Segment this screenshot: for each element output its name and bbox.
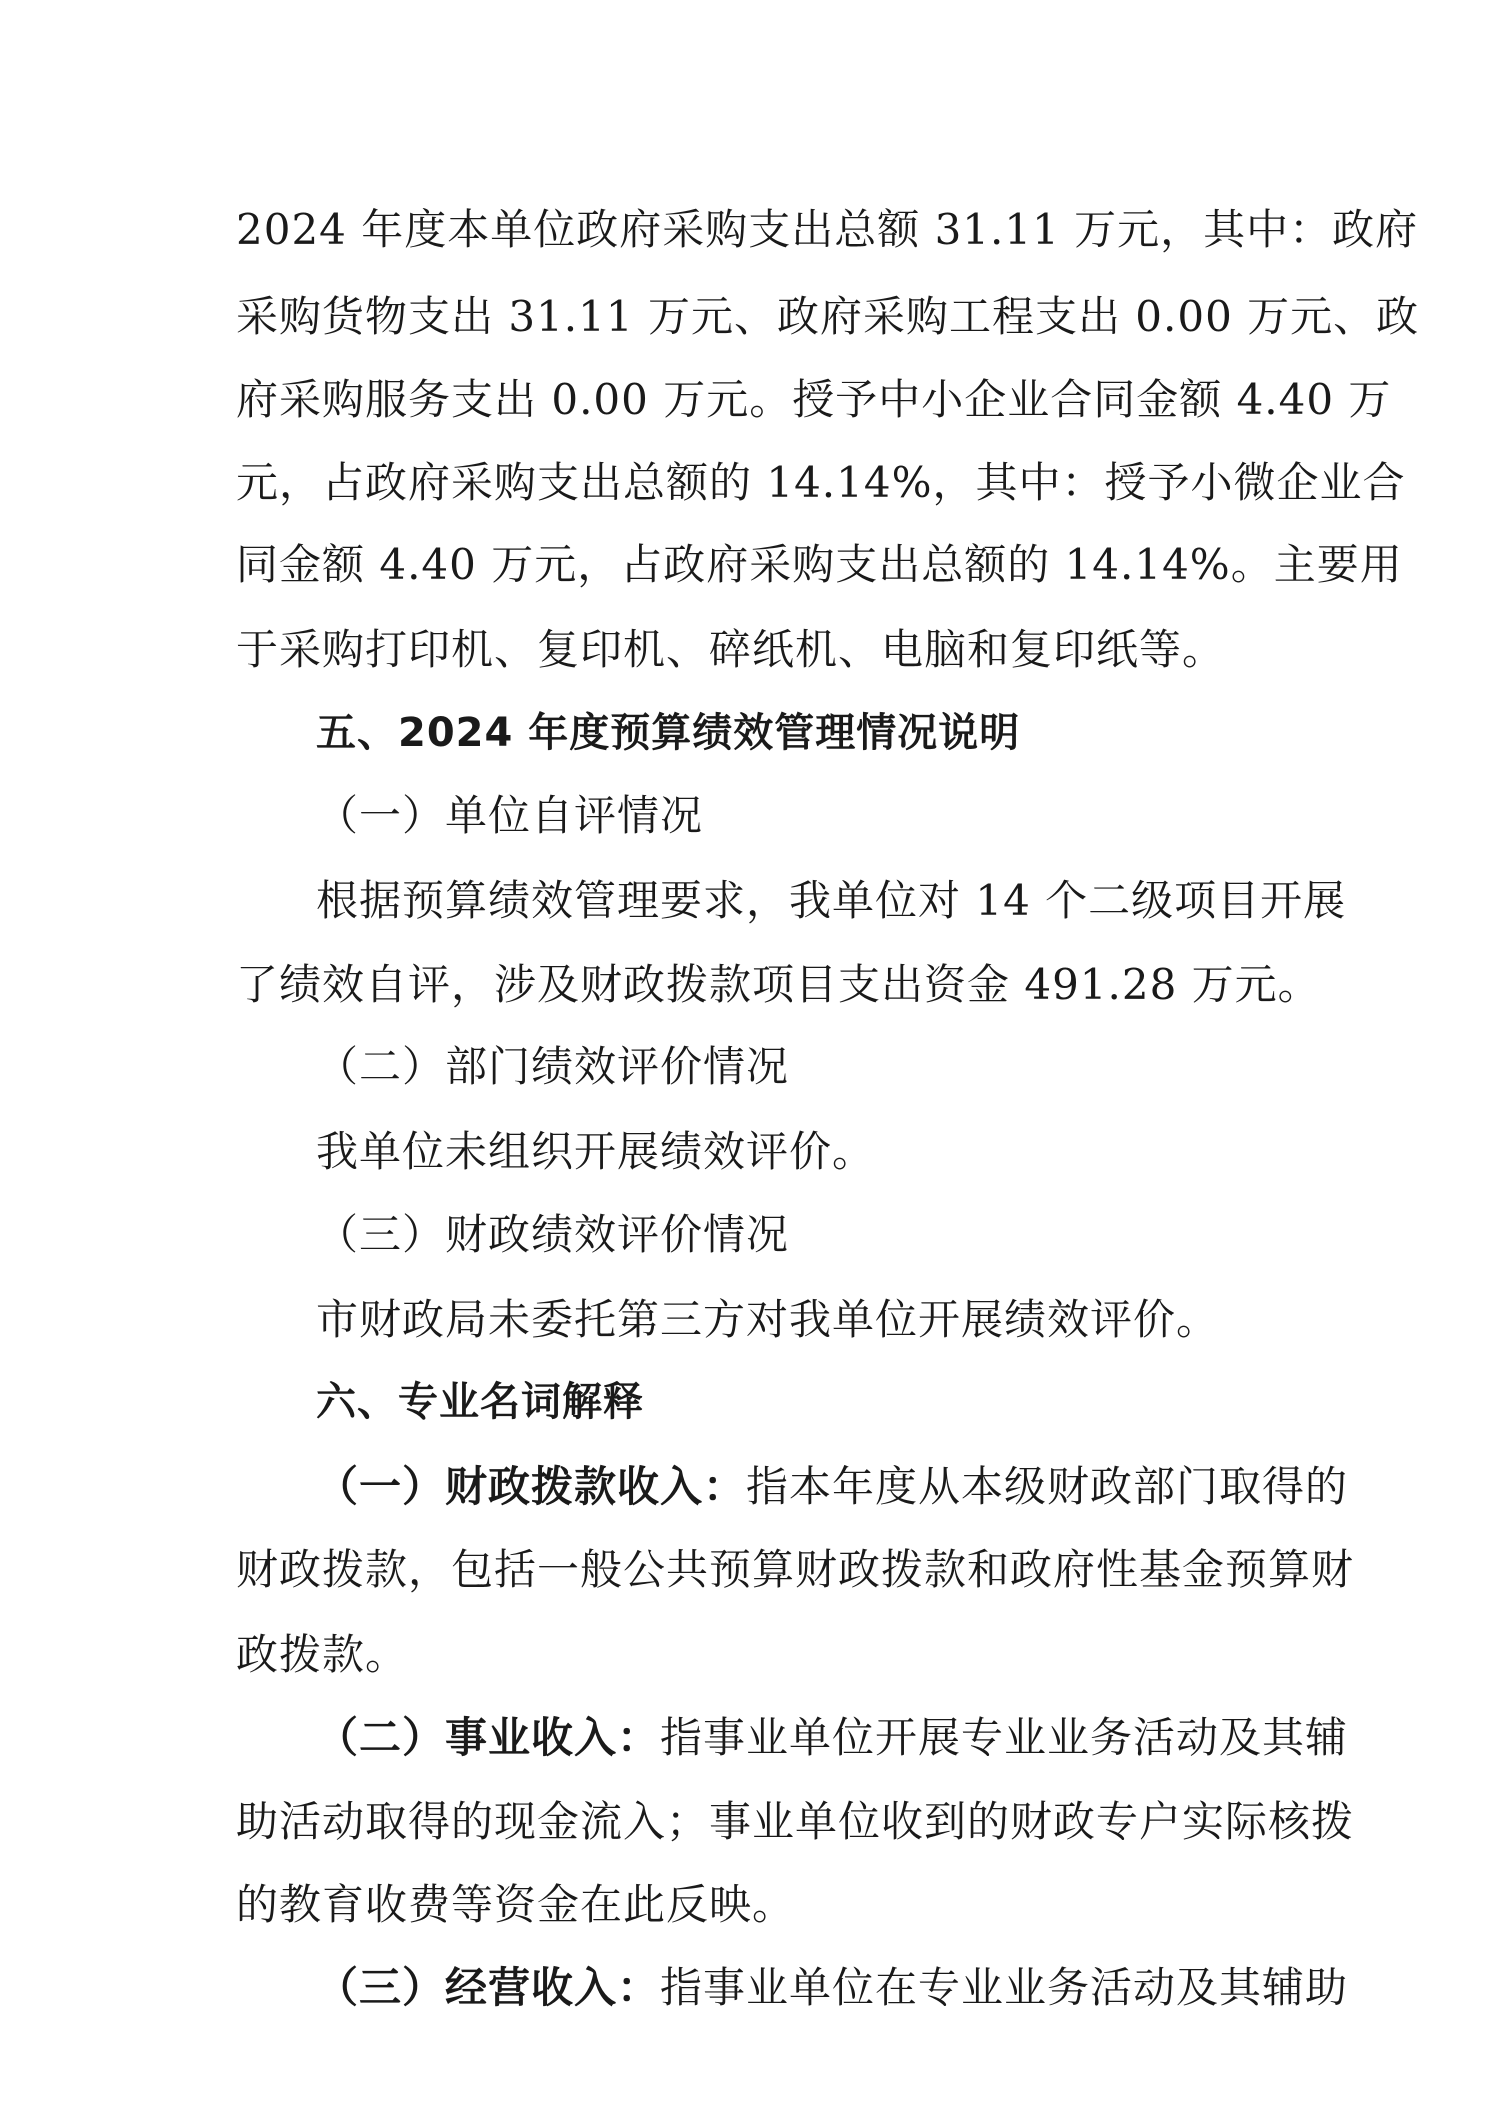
section-5-subheading-1: （一）单位自评情况 (316, 791, 704, 840)
section-6-heading: 六、专业名词解释 (316, 1379, 644, 1425)
procurement-line-4: 元，占政府采购支出总额的 14.14%，其中：授予小微企业合 (236, 458, 1406, 507)
section-5-sub1-line-1: 根据预算绩效管理要求，我单位对 14 个二级项目开展 (316, 876, 1347, 925)
term-1-line-3: 政拨款。 (236, 1630, 409, 1679)
term-2-text: 指事业单位开展专业业务活动及其辅 (660, 1713, 1349, 1762)
term-2-line-3: 的教育收费等资金在此反映。 (236, 1880, 796, 1929)
term-2-label: （二）事业收入： (316, 1713, 661, 1762)
procurement-line-5: 同金额 4.40 万元，占政府采购支出总额的 14.14%。主要用 (236, 540, 1403, 589)
term-2-line-2: 助活动取得的现金流入；事业单位收到的财政专户实际核拨 (236, 1797, 1355, 1846)
section-5-sub1-line-2: 了绩效自评，涉及财政拨款项目支出资金 491.28 万元。 (236, 960, 1321, 1009)
procurement-line-2: 采购货物支出 31.11 万元、政府采购工程支出 0.00 万元、政 (236, 292, 1420, 341)
section-5-subheading-3: （三）财政绩效评价情况 (316, 1210, 790, 1259)
term-1-line-1 (316, 1462, 1348, 1512)
term-1-text: 指本年度从本级财政部门取得的 (746, 1462, 1349, 1511)
term-1-line-2: 财政拨款，包括一般公共预算财政拨款和政府性基金预算财 (236, 1545, 1355, 1594)
section-5-sub2-text: 我单位未组织开展绩效评价。 (316, 1127, 876, 1176)
term-3-line-1 (316, 1963, 1348, 2013)
procurement-line-3: 府采购服务支出 0.00 万元。授予中小企业合同金额 4.40 万 (236, 375, 1392, 424)
term-1-label: （一）财政拨款收入： (316, 1462, 747, 1511)
section-5-subheading-2: （二）部门绩效评价情况 (316, 1042, 790, 1091)
section-5-sub3-text: 市财政局未委托第三方对我单位开展绩效评价。 (316, 1295, 1220, 1344)
procurement-line-1: 2024 年度本单位政府采购支出总额 31.11 万元，其中：政府 (236, 205, 1419, 254)
term-3-label: （三）经营收入： (316, 1963, 661, 2012)
term-2-line-1 (316, 1713, 1348, 1763)
section-5-heading: 五、2024 年度预算绩效管理情况说明 (316, 710, 1021, 756)
procurement-line-6: 于采购打印机、复印机、碎纸机、电脑和复印纸等。 (236, 625, 1226, 674)
term-3-text: 指事业单位在专业业务活动及其辅助 (660, 1963, 1349, 2012)
